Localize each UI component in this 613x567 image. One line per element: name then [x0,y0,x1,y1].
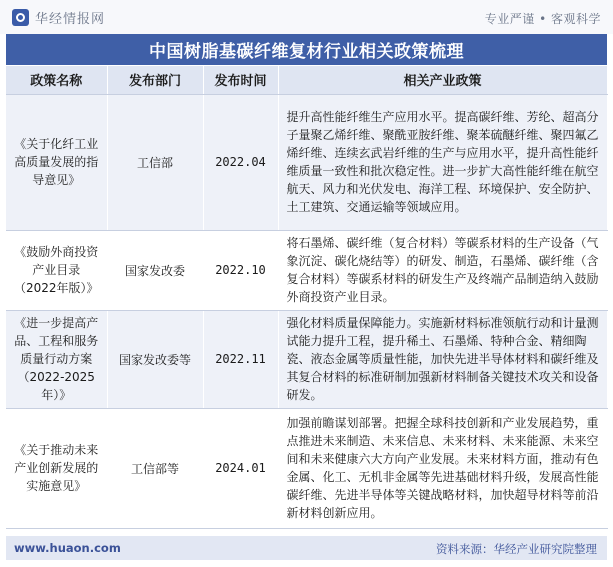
policy-date: 2022.11 [203,310,278,408]
policy-dept: 工信部等 [107,408,203,528]
column-header-desc: 相关产业政策 [278,66,607,94]
policy-date: 2022.10 [203,230,278,310]
site-url: www.huaon.com [14,541,121,555]
table-row [6,310,607,408]
policy-dept: 工信部 [107,94,203,230]
policy-desc: 将石墨烯、碳纤维（复合材料）等碳系材料的生产设备（气象沉淀、碳化烧结等）的研发、制造，石墨烯、碳纤维（含复合材料）等碳系材料的研发生产及终端产品制造纳入鼓励外商投资产业目录。 [278,230,607,310]
brand [12,8,105,27]
policy-name: 《关于化纤工业高质量发展的指导意见》 [6,94,107,230]
table-row [6,94,607,230]
policy-desc: 提升高性能纤维生产应用水平。提高碳纤维、芳纶、超高分子量聚乙烯纤维、聚酰亚胺纤维、聚苯硫醚纤维、聚四氟乙烯纤维、连续玄武岩纤维的生产与应用水平，提升高性能纤维质量一致性和批次稳定性。进一步扩大高性能纤维在航空航天、风力和光伏发电、海洋工程、环境保护、安全防护、土工建筑、交通运输等领域应用。 [278,94,607,230]
page-title: 中国树脂基碳纤维复材行业相关政策梳理 [6,34,607,65]
policy-name: 《鼓励外商投资产业目录（2022年版）》 [6,230,107,310]
slogan: 专业严谨 • 客观科学 [484,12,601,26]
policy-date: 2022.04 [203,94,278,230]
policy-table [6,66,608,529]
column-header-date: 发布时间 [203,66,278,94]
footer [6,536,607,560]
logo-icon [12,9,29,26]
column-header-name: 政策名称 [6,66,107,94]
policy-date: 2024.01 [203,408,278,528]
policy-desc: 强化材料质量保障能力。实施新材料标准领航行动和计量测试能力提升工程，提升稀土、石墨烯、特种合金、精细陶瓷、液态金属等质量性能，加快先进半导体材料和碳纤维及其复合材料的标准研制加强新材料制备关键技术攻关和设备研发。 [278,310,607,408]
table-row [6,230,607,310]
table-row [6,408,607,528]
table-header-row [6,66,607,94]
policy-dept: 国家发改委等 [107,310,203,408]
policy-desc: 加强前瞻谋划部署。把握全球科技创新和产业发展趋势，重点推进未来制造、未来信息、未来材料、未来能源、未来空间和未来健康六大方向产业发展。未来材料方面，推动有色金属、化工、无机非金属等先进基础材料升级，发展高性能碳纤维、先进半导体等关键战略材料，加快超导材料等前沿新材料创新应用。 [278,408,607,528]
policy-dept: 国家发改委 [107,230,203,310]
policy-name: 《进一步提高产品、工程和服务质量行动方案（2022-2025年）》 [6,310,107,408]
policy-name: 《关于推动未来产业创新发展的实施意见》 [6,408,107,528]
brand-name: 华经情报网 [35,12,106,27]
top-bar [0,0,613,34]
data-source: 资料来源：华经产业研究院整理 [436,542,597,556]
column-header-dept: 发布部门 [107,66,203,94]
